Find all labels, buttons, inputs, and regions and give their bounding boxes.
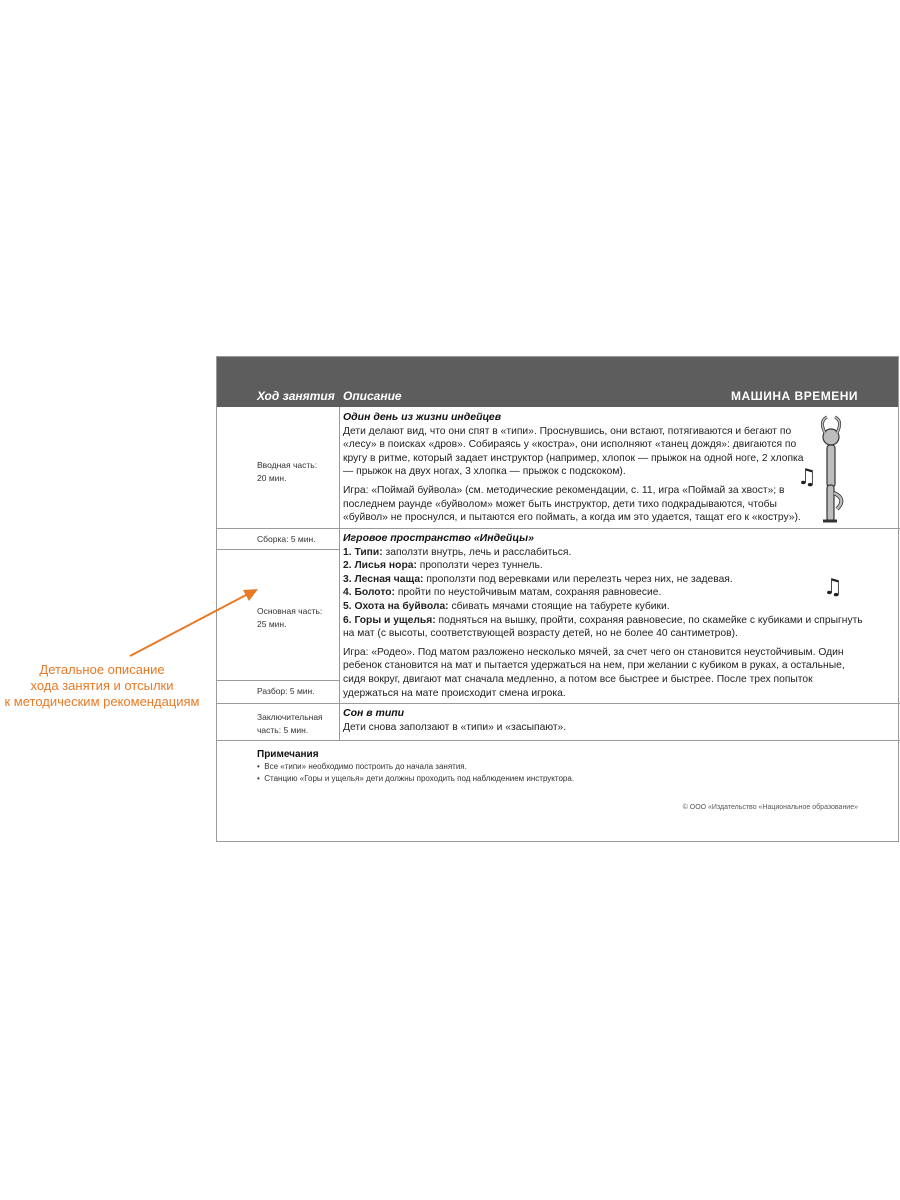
main-game: Игра: «Родео». Под матом разложено несколько мячей, за счет чего он становится неустойчивым. Один ребенок становится на мат и пытается удержаться на нем, при желании с кубиком в руках, а остальные, сидя вокруг, двигают мат сначала медленно, а потом все быстрее и быстрее. После трех попыток удержаться на мате происходит смена игрока. bbox=[343, 646, 845, 699]
row-label-main: Основная часть: 25 мин. bbox=[257, 606, 323, 629]
main-title: Игровое пространство «Индейцы» bbox=[343, 532, 534, 544]
row-label-final: Заключительная часть: 5 мин. bbox=[257, 712, 323, 735]
note-item: • Станцию «Горы и ущелья» дети должны проходить под наблюдением инструктора. bbox=[257, 774, 575, 783]
station-item: 2. Лисья нора: проползти через туннель. bbox=[343, 560, 543, 572]
final-title: Сон в типи bbox=[343, 707, 405, 719]
header-progress: Ход занятия bbox=[257, 389, 335, 403]
station-item: 1. Типи: заползти внутрь, лечь и расслабиться. bbox=[343, 546, 572, 558]
header-description: Описание bbox=[343, 389, 402, 403]
note-item: • Все «типи» необходимо построить до начала занятия. bbox=[257, 762, 467, 771]
station-item: 5. Охота на буйвола: сбивать мячами стоящие на табурете кубики. bbox=[343, 600, 670, 612]
row-label-review: Разбор: 5 мин. bbox=[257, 686, 315, 696]
row-label-intro: Вводная часть: 20 мин. bbox=[257, 460, 318, 483]
notes-title: Примечания bbox=[257, 749, 319, 760]
station-item: 4. Болото: пройти по неустойчивым матам, сохраняя равновесие. bbox=[343, 587, 662, 599]
music-note-icon: ♫ bbox=[823, 575, 843, 600]
final-text: Дети снова заползают в «типи» и «засыпают». bbox=[343, 721, 567, 733]
station-item: 3. Лесная чаща: проползти под веревками или перелезть через них, не задевая. bbox=[343, 573, 733, 585]
intro-title: Один день из жизни индейцев bbox=[343, 411, 502, 423]
music-note-icon: ♫ bbox=[797, 465, 817, 490]
header-brand: МАШИНА ВРЕМЕНИ bbox=[731, 389, 858, 403]
copyright: © ООО «Издательство «Национальное образование» bbox=[682, 804, 858, 811]
intro-paragraph: Дети делают вид, что они спят в «типи». Проснувшись, они встают, потягиваются и бегают по «лесу» в поисках «дров». Собираясь у «костра», они исполняют «танец дождя»: двигаются по кругу в ритме, который задает инструктор (например, хлопок — прыжок на одной ноге, 2 хлопка — прыжок на двух ногах, 3 хлопка — прыжок с подскоком). bbox=[343, 425, 804, 478]
station-item: 6. Горы и ущелья: подняться на вышку, пройти, сохраняя равновесие, по скамейке с кубиками и спрыгнуть на мат (с высоты, соответствующей возрасту детей, но не более 40 сантиметров). bbox=[343, 614, 863, 640]
intro-game: Игра: «Поймай буйвола» (см. методические рекомендации, с. 11, игра «Поймай за хвост»; в последнем раунде «буйволом» может быть инструктор, дети тихо подкрадываются, чтобы «буйвол» не проснулся, и пытаются его поймать, а когда им это удается, тащат его к «костру»). bbox=[343, 484, 801, 524]
row-label-assembly: Сборка: 5 мин. bbox=[257, 534, 316, 544]
annotation-callout: Детальное описание хода занятия и отсылки к методическим рекомендациям bbox=[4, 662, 200, 709]
